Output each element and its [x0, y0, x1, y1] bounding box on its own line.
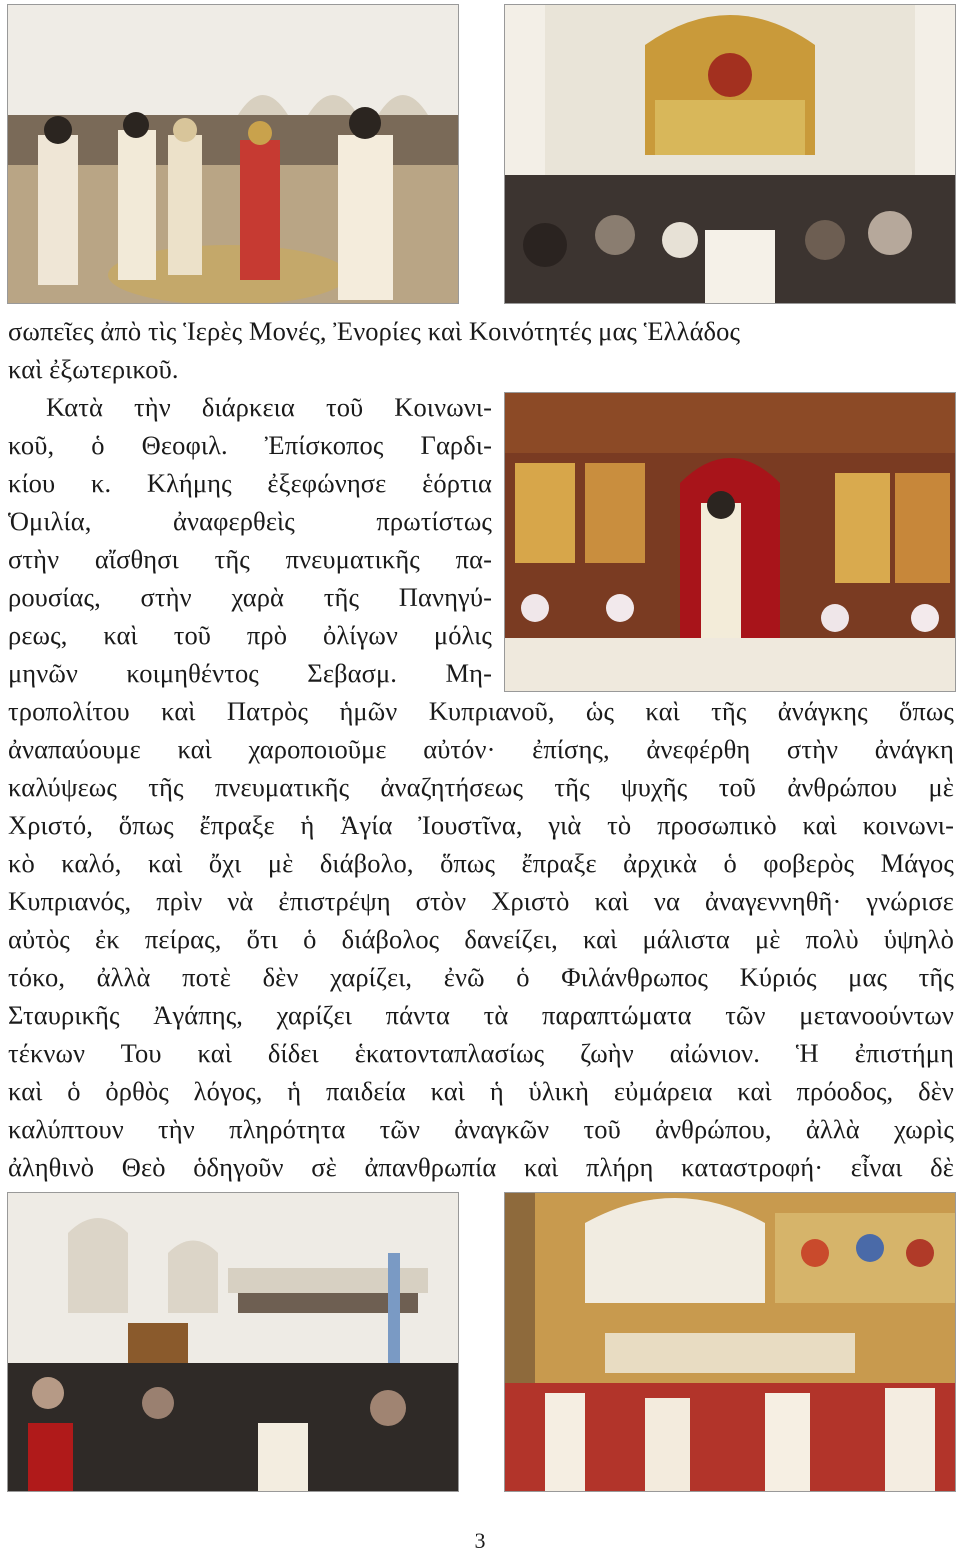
text-line: Κυπριανός, πρὶν νὰ ἐπιστρέψη στὸν Χριστὸ καὶ να ἀναγεννηθῆ· γνώρισε	[8, 886, 954, 916]
text-line: τόκο, ἀλλὰ ποτὲ δὲν χαρίζει, ἐνῶ ὁ Φιλάνθρωπος Κύριός μας τῆς	[8, 962, 954, 992]
text-line: καὶ ἐξωτερικοῦ.	[8, 354, 179, 384]
text-line: σωπεῖες ἀπὸ τὶς Ἱερὲς Μονές, Ἐνορίες καὶ Κοινότητές μας Ἑλλάδος	[8, 316, 741, 346]
text-line: Χριστό, ὅπως ἔπραξε ἡ Ἁγία Ἰουστῖνα, γιὰ τὸ προσωπικὸ καὶ κοινωνι-	[8, 810, 954, 840]
text-line: κοῦ, ὁ Θεοφιλ. Ἐπίσκοπος Γαρδι-	[8, 430, 492, 460]
text-line: καλύψεως τῆς πνευματικῆς ἀναζητήσεως τῆς ψυχῆς τοῦ ἀνθρώπου μὲ	[8, 772, 954, 802]
text-line: καλύπτουν τὴν πληρότητα τῶν ἀναγκῶν τοῦ ἀνθρώπου, ἀλλὰ χωρὶς	[8, 1114, 954, 1144]
text-line: τροπολίτου καὶ Πατρὸς ἡμῶν Κυπριανοῦ, ὡς καὶ τῆς ἀνάγκης ὅπως	[8, 696, 954, 726]
photo-clergy-frescoes	[504, 1192, 956, 1492]
text-line: ἀληθινὸ Θεὸ ὁδηγοῦν σὲ ἀπανθρωπία καὶ πλήρη καταστροφή· εἶναι δὲ	[8, 1152, 954, 1182]
text-line: ρεως, καὶ τοῦ πρὸ ὀλίγων μόλις	[8, 620, 492, 650]
text-line: Ὁμιλία, ἀναφερθεὶς πρωτίστως	[8, 506, 492, 536]
text-line: κίου κ. Κλήμης ἐξεφώνησε ἑόρτια	[8, 468, 492, 498]
photo-bishops-procession	[7, 4, 459, 304]
text-line: καὶ ὁ ὀρθὸς λόγος, ἡ παιδεία καὶ ἡ ὑλικὴ εὐμάρεια καὶ πρόοδος, δὲν	[8, 1076, 954, 1106]
photo-church-interior-crowd	[7, 1192, 459, 1492]
text-line: Σταυρικῆς Ἀγάπης, χαρίζει πάντα τὰ παραπτώματα τῶν μετανοούντων	[8, 1000, 954, 1030]
text-line: Κατὰ τὴν διάρκεια τοῦ Κοινωνι-	[46, 392, 492, 422]
text-line: τέκνων Του καὶ δίδει ἑκατονταπλασίως ζωὴν αἰώνιον. Ἡ ἐπιστήμη	[8, 1038, 954, 1068]
text-line: μηνῶν κοιμηθέντος Σεβασμ. Μη-	[8, 658, 492, 688]
photo-congregation-apse	[504, 4, 956, 304]
page-number: 3	[474, 1528, 486, 1553]
text-line: αὐτὸς ἐκ πείρας, ὅτι ὁ διάβολος δανείζει, καὶ μάλιστα μὲ πολὺ ὑψηλὸ	[8, 924, 954, 954]
text-line: ἀναπαύουμε καὶ χαροποιοῦμε αὐτόν· ἐπίσης, ἀνεφέρθη στὴν ἀνάγκη	[8, 734, 954, 764]
text-line: στὴν αἴσθησι τῆς πνευματικῆς πα-	[8, 544, 492, 574]
text-line: ρουσίας, στὴν χαρὰ τῆς Πανηγύ-	[8, 582, 492, 612]
photo-sermon-iconostasis	[504, 392, 956, 692]
text-line: κὸ καλό, καὶ ὄχι μὲ διάβολο, ὅπως ἔπραξε ἀρχικὰ ὁ φοβερὸς Μάγος	[8, 848, 954, 878]
